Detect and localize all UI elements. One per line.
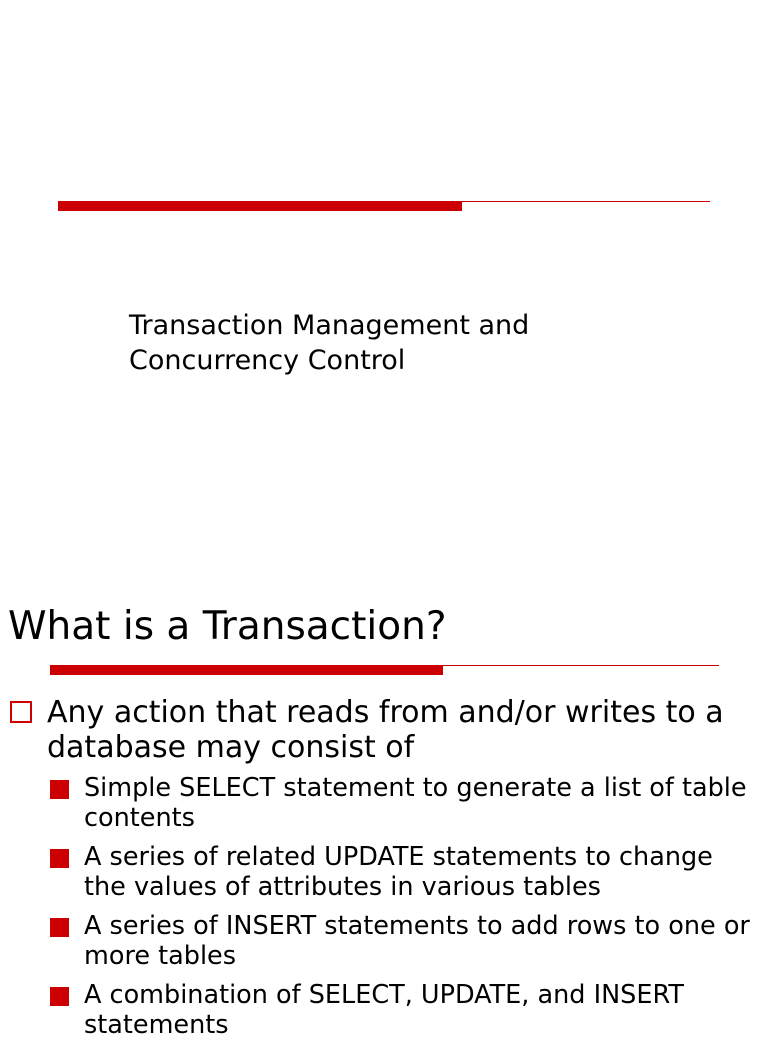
sub-bullet <box>50 842 750 902</box>
sub-bullet <box>50 980 750 1040</box>
sub-bullet-text: A combination of SELECT, UPDATE, and INSERT statements <box>84 980 684 1040</box>
hollow-square-bullet-icon <box>10 701 32 723</box>
sub-bullet <box>50 773 750 833</box>
sub-bullet-text: A series of INSERT statements to add rows to one or more tables <box>84 911 750 971</box>
filled-square-bullet-icon <box>50 849 69 868</box>
filled-square-bullet-icon <box>50 780 69 799</box>
main-bullet-text: Any action that reads from and/or writes to a database may consist of <box>47 695 724 765</box>
sub-bullet <box>50 911 750 971</box>
sub-bullet-text: Simple SELECT statement to generate a list of table contents <box>84 773 747 833</box>
heading-rule-thin <box>443 665 719 666</box>
heading-rule-thick <box>50 665 443 675</box>
sub-bullet-text: A series of related UPDATE statements to change the values of attributes in various tables <box>84 842 713 902</box>
title-rule-thick <box>58 201 462 211</box>
filled-square-bullet-icon <box>50 918 69 937</box>
slide-heading: What is a Transaction? <box>8 604 447 649</box>
filled-square-bullet-icon <box>50 987 69 1006</box>
title-rule-thin <box>462 201 710 202</box>
presentation-title: Transaction Management and Concurrency Control <box>129 310 530 376</box>
sub-bullet-list <box>50 773 750 1049</box>
main-bullet <box>10 695 760 765</box>
